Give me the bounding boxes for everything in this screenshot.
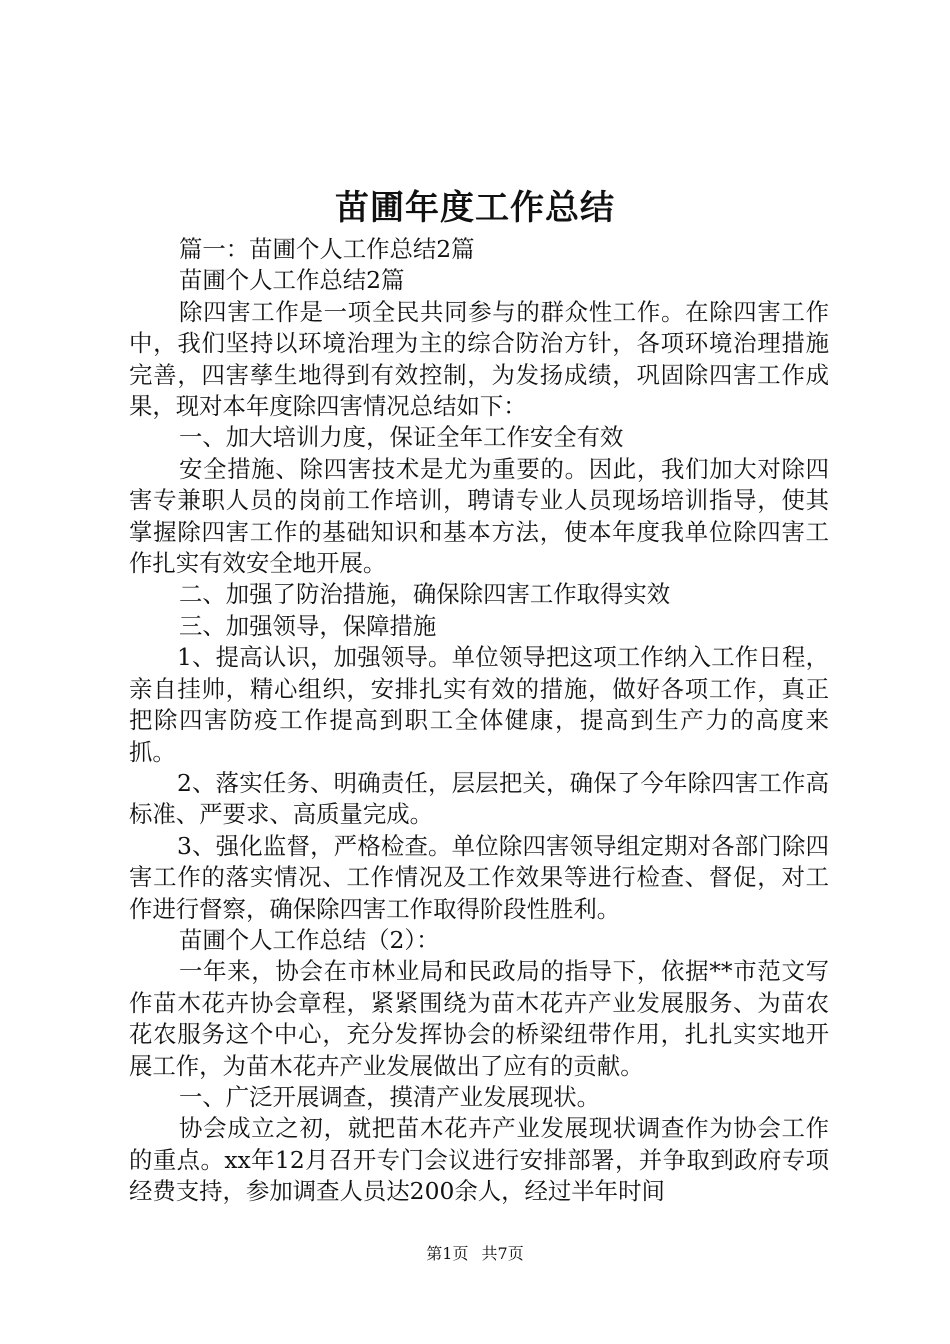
body-paragraph: 1、提高认识，加强领导。单位领导把这项工作纳入工作日程，亲自挂帅，精心组织，安排扎实有效的措施，做好各项工作，真正把除四害防疫工作提高到职工全体健康，提高到生产力的高度来抓。 (129, 643, 829, 766)
section-heading: 三、加强领导，保障措施 (179, 611, 437, 640)
page-total: 共7页 (481, 1244, 524, 1263)
body-paragraph: 3、强化监督，严格检查。单位除四害领导组定期对各部门除四害工作的落实情况、工作情况及工作效果等进行检查、督促，对工作进行督察，确保除四害工作取得阶段性胜利。 (129, 831, 829, 923)
page-footer (0, 1243, 950, 1265)
subsection-heading: 苗圃个人工作总结（2）： (179, 925, 440, 954)
body-paragraph: 安全措施、除四害技术是尤为重要的。因此，我们加大对除四害专兼职人员的岗前工作培训，聘请专业人员现场培训指导，使其掌握除四害工作的基础知识和基本方法，使本年度我单位除四害工作扎实有效安全地开展。 (129, 454, 829, 578)
section-heading: 一、加大培训力度，保证全年工作安全有效 (179, 423, 624, 452)
section-heading: 篇一：苗圃个人工作总结2篇 (179, 235, 475, 263)
body-paragraph: 除四害工作是一项全民共同参与的群众性工作。在除四害工作中，我们坚持以环境治理为主的综合防治方针，各项环境治理措施完善，四害孳生地得到有效控制，为发扬成绩，巩固除四害工作成果，现对本年度除四害情况总结如下： (129, 297, 829, 421)
section-heading: 一、广泛开展调查，摸清产业发展现状。 (179, 1082, 601, 1111)
document-title: 苗圃年度工作总结 (335, 188, 615, 228)
document-body (129, 234, 829, 1208)
body-paragraph: 一年来，协会在市林业局和民政局的指导下，依据**市范文写作苗木花卉协会章程，紧紧围绕为苗木花卉产业发展服务、为苗农花农服务这个中心，充分发挥协会的桥梁纽带作用，扎扎实实地开展工作，为苗木花卉产业发展做出了应有的贡献。 (129, 957, 829, 1080)
page-number: 第1页 (426, 1244, 469, 1263)
section-heading: 二、加强了防治措施，确保除四害工作取得实效 (179, 580, 671, 609)
subsection-heading: 苗圃个人工作总结2篇 (179, 266, 405, 295)
body-paragraph: 协会成立之初，就把苗木花卉产业发展现状调查作为协会工作的重点。xx年12月召开专门会议进行安排部署，并争取到政府专项经费支持，参加调查人员达200余人，经过半年时间 (129, 1114, 829, 1206)
body-paragraph: 2、落实任务、明确责任，层层把关，确保了今年除四害工作高标准、严要求、高质量完成。 (129, 768, 829, 829)
